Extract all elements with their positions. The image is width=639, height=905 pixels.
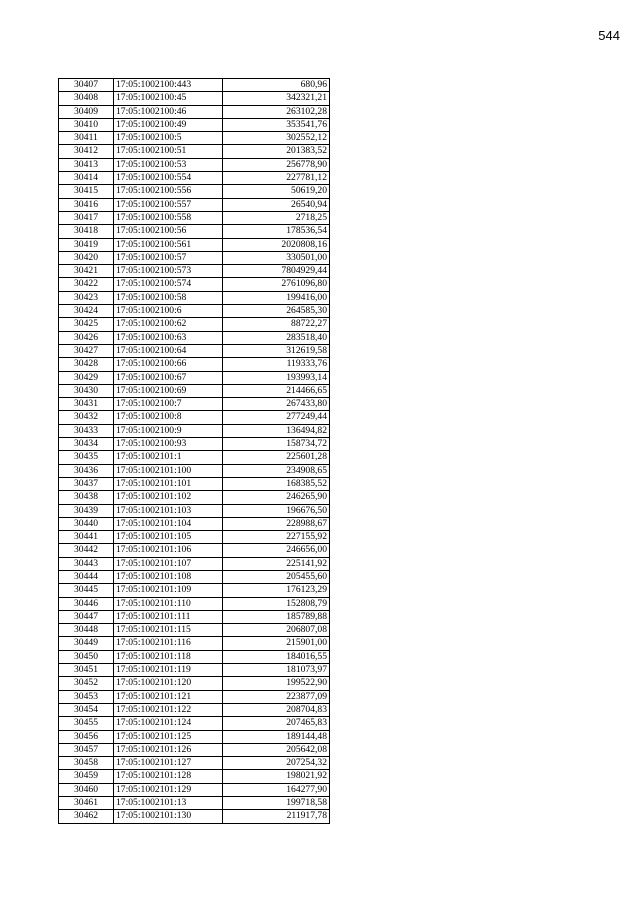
row-number-cell: 30426: [59, 331, 114, 344]
cadastral-number-cell: 17:05:1002101:118: [114, 650, 223, 663]
cadastral-number-cell: 17:05:1002100:57: [114, 251, 223, 264]
value-cell: 178536,54: [223, 225, 330, 238]
table-row: [59, 770, 330, 783]
row-number-cell: 30425: [59, 318, 114, 331]
value-cell: 225601,28: [223, 451, 330, 464]
value-cell: 50619,20: [223, 185, 330, 198]
value-cell: 283518,40: [223, 331, 330, 344]
row-number-cell: 30420: [59, 251, 114, 264]
cadastral-number-cell: 17:05:1002101:111: [114, 610, 223, 623]
table-row: [59, 344, 330, 357]
value-cell: 211917,78: [223, 810, 330, 823]
value-cell: 264585,30: [223, 305, 330, 318]
table-row: [59, 730, 330, 743]
row-number-cell: 30453: [59, 690, 114, 703]
row-number-cell: 30452: [59, 677, 114, 690]
cadastral-number-cell: 17:05:1002100:69: [114, 384, 223, 397]
row-number-cell: 30428: [59, 358, 114, 371]
row-number-cell: 30414: [59, 172, 114, 185]
table-row: [59, 225, 330, 238]
table-row: [59, 172, 330, 185]
value-cell: 277249,44: [223, 411, 330, 424]
row-number-cell: 30459: [59, 770, 114, 783]
row-number-cell: 30407: [59, 79, 114, 92]
value-cell: 312619,58: [223, 344, 330, 357]
cadastral-number-cell: 17:05:1002100:8: [114, 411, 223, 424]
row-number-cell: 30413: [59, 158, 114, 171]
value-cell: 189144,48: [223, 730, 330, 743]
table-row: [59, 531, 330, 544]
cadastral-number-cell: 17:05:1002100:58: [114, 291, 223, 304]
table-row: [59, 305, 330, 318]
row-number-cell: 30450: [59, 650, 114, 663]
value-cell: 184016,55: [223, 650, 330, 663]
value-cell: 227781,12: [223, 172, 330, 185]
value-cell: 185789,88: [223, 610, 330, 623]
cadastral-number-cell: 17:05:1002100:56: [114, 225, 223, 238]
value-cell: 267433,80: [223, 398, 330, 411]
cadastral-number-cell: 17:05:1002101:128: [114, 770, 223, 783]
row-number-cell: 30408: [59, 92, 114, 105]
table-row: [59, 451, 330, 464]
row-number-cell: 30455: [59, 717, 114, 730]
page-number: 544: [598, 28, 620, 43]
cadastral-number-cell: 17:05:1002101:121: [114, 690, 223, 703]
cadastral-number-cell: 17:05:1002101:127: [114, 757, 223, 770]
cadastral-number-cell: 17:05:1002100:6: [114, 305, 223, 318]
row-number-cell: 30436: [59, 464, 114, 477]
row-number-cell: 30409: [59, 105, 114, 118]
row-number-cell: 30443: [59, 557, 114, 570]
table-row: [59, 477, 330, 490]
row-number-cell: 30418: [59, 225, 114, 238]
row-number-cell: 30442: [59, 544, 114, 557]
row-number-cell: 30448: [59, 624, 114, 637]
value-cell: 206807,08: [223, 624, 330, 637]
row-number-cell: 30410: [59, 118, 114, 131]
cadastral-number-cell: 17:05:1002100:45: [114, 92, 223, 105]
cadastral-number-cell: 17:05:1002100:64: [114, 344, 223, 357]
value-cell: 199522,90: [223, 677, 330, 690]
cadastral-number-cell: 17:05:1002101:104: [114, 517, 223, 530]
cadastral-number-cell: 17:05:1002100:573: [114, 265, 223, 278]
cadastral-number-cell: 17:05:1002101:100: [114, 464, 223, 477]
value-cell: 246656,00: [223, 544, 330, 557]
row-number-cell: 30449: [59, 637, 114, 650]
table-row: [59, 79, 330, 92]
value-cell: 7804929,44: [223, 265, 330, 278]
cadastral-number-cell: 17:05:1002100:51: [114, 145, 223, 158]
table-row: [59, 438, 330, 451]
value-cell: 152808,79: [223, 597, 330, 610]
row-number-cell: 30416: [59, 198, 114, 211]
row-number-cell: 30424: [59, 305, 114, 318]
row-number-cell: 30429: [59, 371, 114, 384]
value-cell: 223877,09: [223, 690, 330, 703]
value-cell: 246265,90: [223, 491, 330, 504]
cadastral-value-table: [58, 78, 330, 824]
value-cell: 208704,83: [223, 703, 330, 716]
value-cell: 176123,29: [223, 584, 330, 597]
table-row: [59, 158, 330, 171]
cadastral-number-cell: 17:05:1002101:122: [114, 703, 223, 716]
table-row: [59, 703, 330, 716]
value-cell: 234908,65: [223, 464, 330, 477]
table-row: [59, 398, 330, 411]
cadastral-number-cell: 17:05:1002100:561: [114, 238, 223, 251]
value-cell: 225141,92: [223, 557, 330, 570]
table-row: [59, 198, 330, 211]
cadastral-number-cell: 17:05:1002100:557: [114, 198, 223, 211]
value-cell: 119333,76: [223, 358, 330, 371]
cadastral-number-cell: 17:05:1002101:108: [114, 570, 223, 583]
cadastral-number-cell: 17:05:1002101:124: [114, 717, 223, 730]
cadastral-number-cell: 17:05:1002100:67: [114, 371, 223, 384]
row-number-cell: 30447: [59, 610, 114, 623]
cadastral-number-cell: 17:05:1002101:102: [114, 491, 223, 504]
value-cell: 199416,00: [223, 291, 330, 304]
value-cell: 256778,90: [223, 158, 330, 171]
row-number-cell: 30454: [59, 703, 114, 716]
value-cell: 201383,52: [223, 145, 330, 158]
row-number-cell: 30417: [59, 211, 114, 224]
value-cell: 205642,08: [223, 743, 330, 756]
value-cell: 193993,14: [223, 371, 330, 384]
cadastral-number-cell: 17:05:1002100:443: [114, 79, 223, 92]
row-number-cell: 30451: [59, 664, 114, 677]
table-row: [59, 491, 330, 504]
row-number-cell: 30431: [59, 398, 114, 411]
cadastral-number-cell: 17:05:1002100:554: [114, 172, 223, 185]
table-row: [59, 238, 330, 251]
cadastral-number-cell: 17:05:1002101:106: [114, 544, 223, 557]
cadastral-number-cell: 17:05:1002100:558: [114, 211, 223, 224]
value-cell: 330501,00: [223, 251, 330, 264]
cadastral-number-cell: 17:05:1002101:129: [114, 783, 223, 796]
cadastral-number-cell: 17:05:1002100:66: [114, 358, 223, 371]
row-number-cell: 30461: [59, 797, 114, 810]
cadastral-number-cell: 17:05:1002101:107: [114, 557, 223, 570]
table-row: [59, 597, 330, 610]
cadastral-number-cell: 17:05:1002101:130: [114, 810, 223, 823]
row-number-cell: 30462: [59, 810, 114, 823]
row-number-cell: 30457: [59, 743, 114, 756]
table-row: [59, 504, 330, 517]
table-row: [59, 717, 330, 730]
table-row: [59, 797, 330, 810]
value-cell: 302552,12: [223, 132, 330, 145]
table-row: [59, 677, 330, 690]
cadastral-number-cell: 17:05:1002101:105: [114, 531, 223, 544]
row-number-cell: 30456: [59, 730, 114, 743]
table-row: [59, 650, 330, 663]
value-cell: 88722,27: [223, 318, 330, 331]
value-cell: 158734,72: [223, 438, 330, 451]
row-number-cell: 30435: [59, 451, 114, 464]
table-row: [59, 185, 330, 198]
cadastral-number-cell: 17:05:1002101:120: [114, 677, 223, 690]
table-row: [59, 211, 330, 224]
cadastral-number-cell: 17:05:1002100:574: [114, 278, 223, 291]
value-cell: 263102,28: [223, 105, 330, 118]
table-row: [59, 757, 330, 770]
value-cell: 207254,32: [223, 757, 330, 770]
value-cell: 168385,52: [223, 477, 330, 490]
table-body: [59, 79, 330, 824]
cadastral-number-cell: 17:05:1002100:93: [114, 438, 223, 451]
row-number-cell: 30427: [59, 344, 114, 357]
cadastral-number-cell: 17:05:1002101:13: [114, 797, 223, 810]
table-row: [59, 810, 330, 823]
table-row: [59, 384, 330, 397]
row-number-cell: 30411: [59, 132, 114, 145]
value-cell: 207465,83: [223, 717, 330, 730]
cadastral-number-cell: 17:05:1002101:1: [114, 451, 223, 464]
value-cell: 680,96: [223, 79, 330, 92]
row-number-cell: 30438: [59, 491, 114, 504]
row-number-cell: 30445: [59, 584, 114, 597]
cadastral-number-cell: 17:05:1002101:101: [114, 477, 223, 490]
cadastral-number-cell: 17:05:1002100:556: [114, 185, 223, 198]
table-row: [59, 637, 330, 650]
cadastral-number-cell: 17:05:1002101:125: [114, 730, 223, 743]
value-cell: 205455,60: [223, 570, 330, 583]
value-cell: 214466,65: [223, 384, 330, 397]
value-cell: 26540,94: [223, 198, 330, 211]
row-number-cell: 30460: [59, 783, 114, 796]
cadastral-number-cell: 17:05:1002101:116: [114, 637, 223, 650]
row-number-cell: 30444: [59, 570, 114, 583]
row-number-cell: 30423: [59, 291, 114, 304]
row-number-cell: 30440: [59, 517, 114, 530]
row-number-cell: 30458: [59, 757, 114, 770]
row-number-cell: 30434: [59, 438, 114, 451]
table-row: [59, 544, 330, 557]
value-cell: 2020808,16: [223, 238, 330, 251]
table-row: [59, 464, 330, 477]
row-number-cell: 30441: [59, 531, 114, 544]
row-number-cell: 30433: [59, 424, 114, 437]
value-cell: 164277,90: [223, 783, 330, 796]
value-cell: 342321,21: [223, 92, 330, 105]
cadastral-number-cell: 17:05:1002101:109: [114, 584, 223, 597]
cadastral-number-cell: 17:05:1002100:7: [114, 398, 223, 411]
value-cell: 136494,82: [223, 424, 330, 437]
cadastral-number-cell: 17:05:1002100:46: [114, 105, 223, 118]
table-row: [59, 331, 330, 344]
table-row: [59, 411, 330, 424]
cadastral-number-cell: 17:05:1002101:126: [114, 743, 223, 756]
table-row: [59, 145, 330, 158]
row-number-cell: 30432: [59, 411, 114, 424]
cadastral-number-cell: 17:05:1002100:9: [114, 424, 223, 437]
cadastral-number-cell: 17:05:1002100:62: [114, 318, 223, 331]
table-row: [59, 584, 330, 597]
value-cell: 181073,97: [223, 664, 330, 677]
value-cell: 353541,76: [223, 118, 330, 131]
table-row: [59, 517, 330, 530]
value-cell: 2718,25: [223, 211, 330, 224]
table-row: [59, 624, 330, 637]
table-row: [59, 291, 330, 304]
table-row: [59, 783, 330, 796]
table-row: [59, 570, 330, 583]
table-row: [59, 743, 330, 756]
cadastral-number-cell: 17:05:1002100:5: [114, 132, 223, 145]
row-number-cell: 30422: [59, 278, 114, 291]
value-cell: 2761096,80: [223, 278, 330, 291]
table-row: [59, 318, 330, 331]
row-number-cell: 30421: [59, 265, 114, 278]
value-cell: 227155,92: [223, 531, 330, 544]
table-row: [59, 105, 330, 118]
value-cell: 198021,92: [223, 770, 330, 783]
cadastral-number-cell: 17:05:1002100:53: [114, 158, 223, 171]
table-row: [59, 610, 330, 623]
table-row: [59, 358, 330, 371]
table-row: [59, 424, 330, 437]
cadastral-number-cell: 17:05:1002101:110: [114, 597, 223, 610]
row-number-cell: 30412: [59, 145, 114, 158]
cadastral-number-cell: 17:05:1002101:103: [114, 504, 223, 517]
table-row: [59, 132, 330, 145]
table-row: [59, 664, 330, 677]
cadastral-number-cell: 17:05:1002101:119: [114, 664, 223, 677]
row-number-cell: 30437: [59, 477, 114, 490]
table-row: [59, 690, 330, 703]
cadastral-number-cell: 17:05:1002101:115: [114, 624, 223, 637]
table-row: [59, 118, 330, 131]
table-row: [59, 92, 330, 105]
row-number-cell: 30430: [59, 384, 114, 397]
row-number-cell: 30419: [59, 238, 114, 251]
value-cell: 199718,58: [223, 797, 330, 810]
row-number-cell: 30415: [59, 185, 114, 198]
table-row: [59, 251, 330, 264]
value-cell: 196676,50: [223, 504, 330, 517]
row-number-cell: 30439: [59, 504, 114, 517]
row-number-cell: 30446: [59, 597, 114, 610]
cadastral-number-cell: 17:05:1002100:63: [114, 331, 223, 344]
cadastral-number-cell: 17:05:1002100:49: [114, 118, 223, 131]
table-row: [59, 557, 330, 570]
table-row: [59, 278, 330, 291]
value-cell: 215901,00: [223, 637, 330, 650]
table-row: [59, 371, 330, 384]
value-cell: 228988,67: [223, 517, 330, 530]
table-row: [59, 265, 330, 278]
